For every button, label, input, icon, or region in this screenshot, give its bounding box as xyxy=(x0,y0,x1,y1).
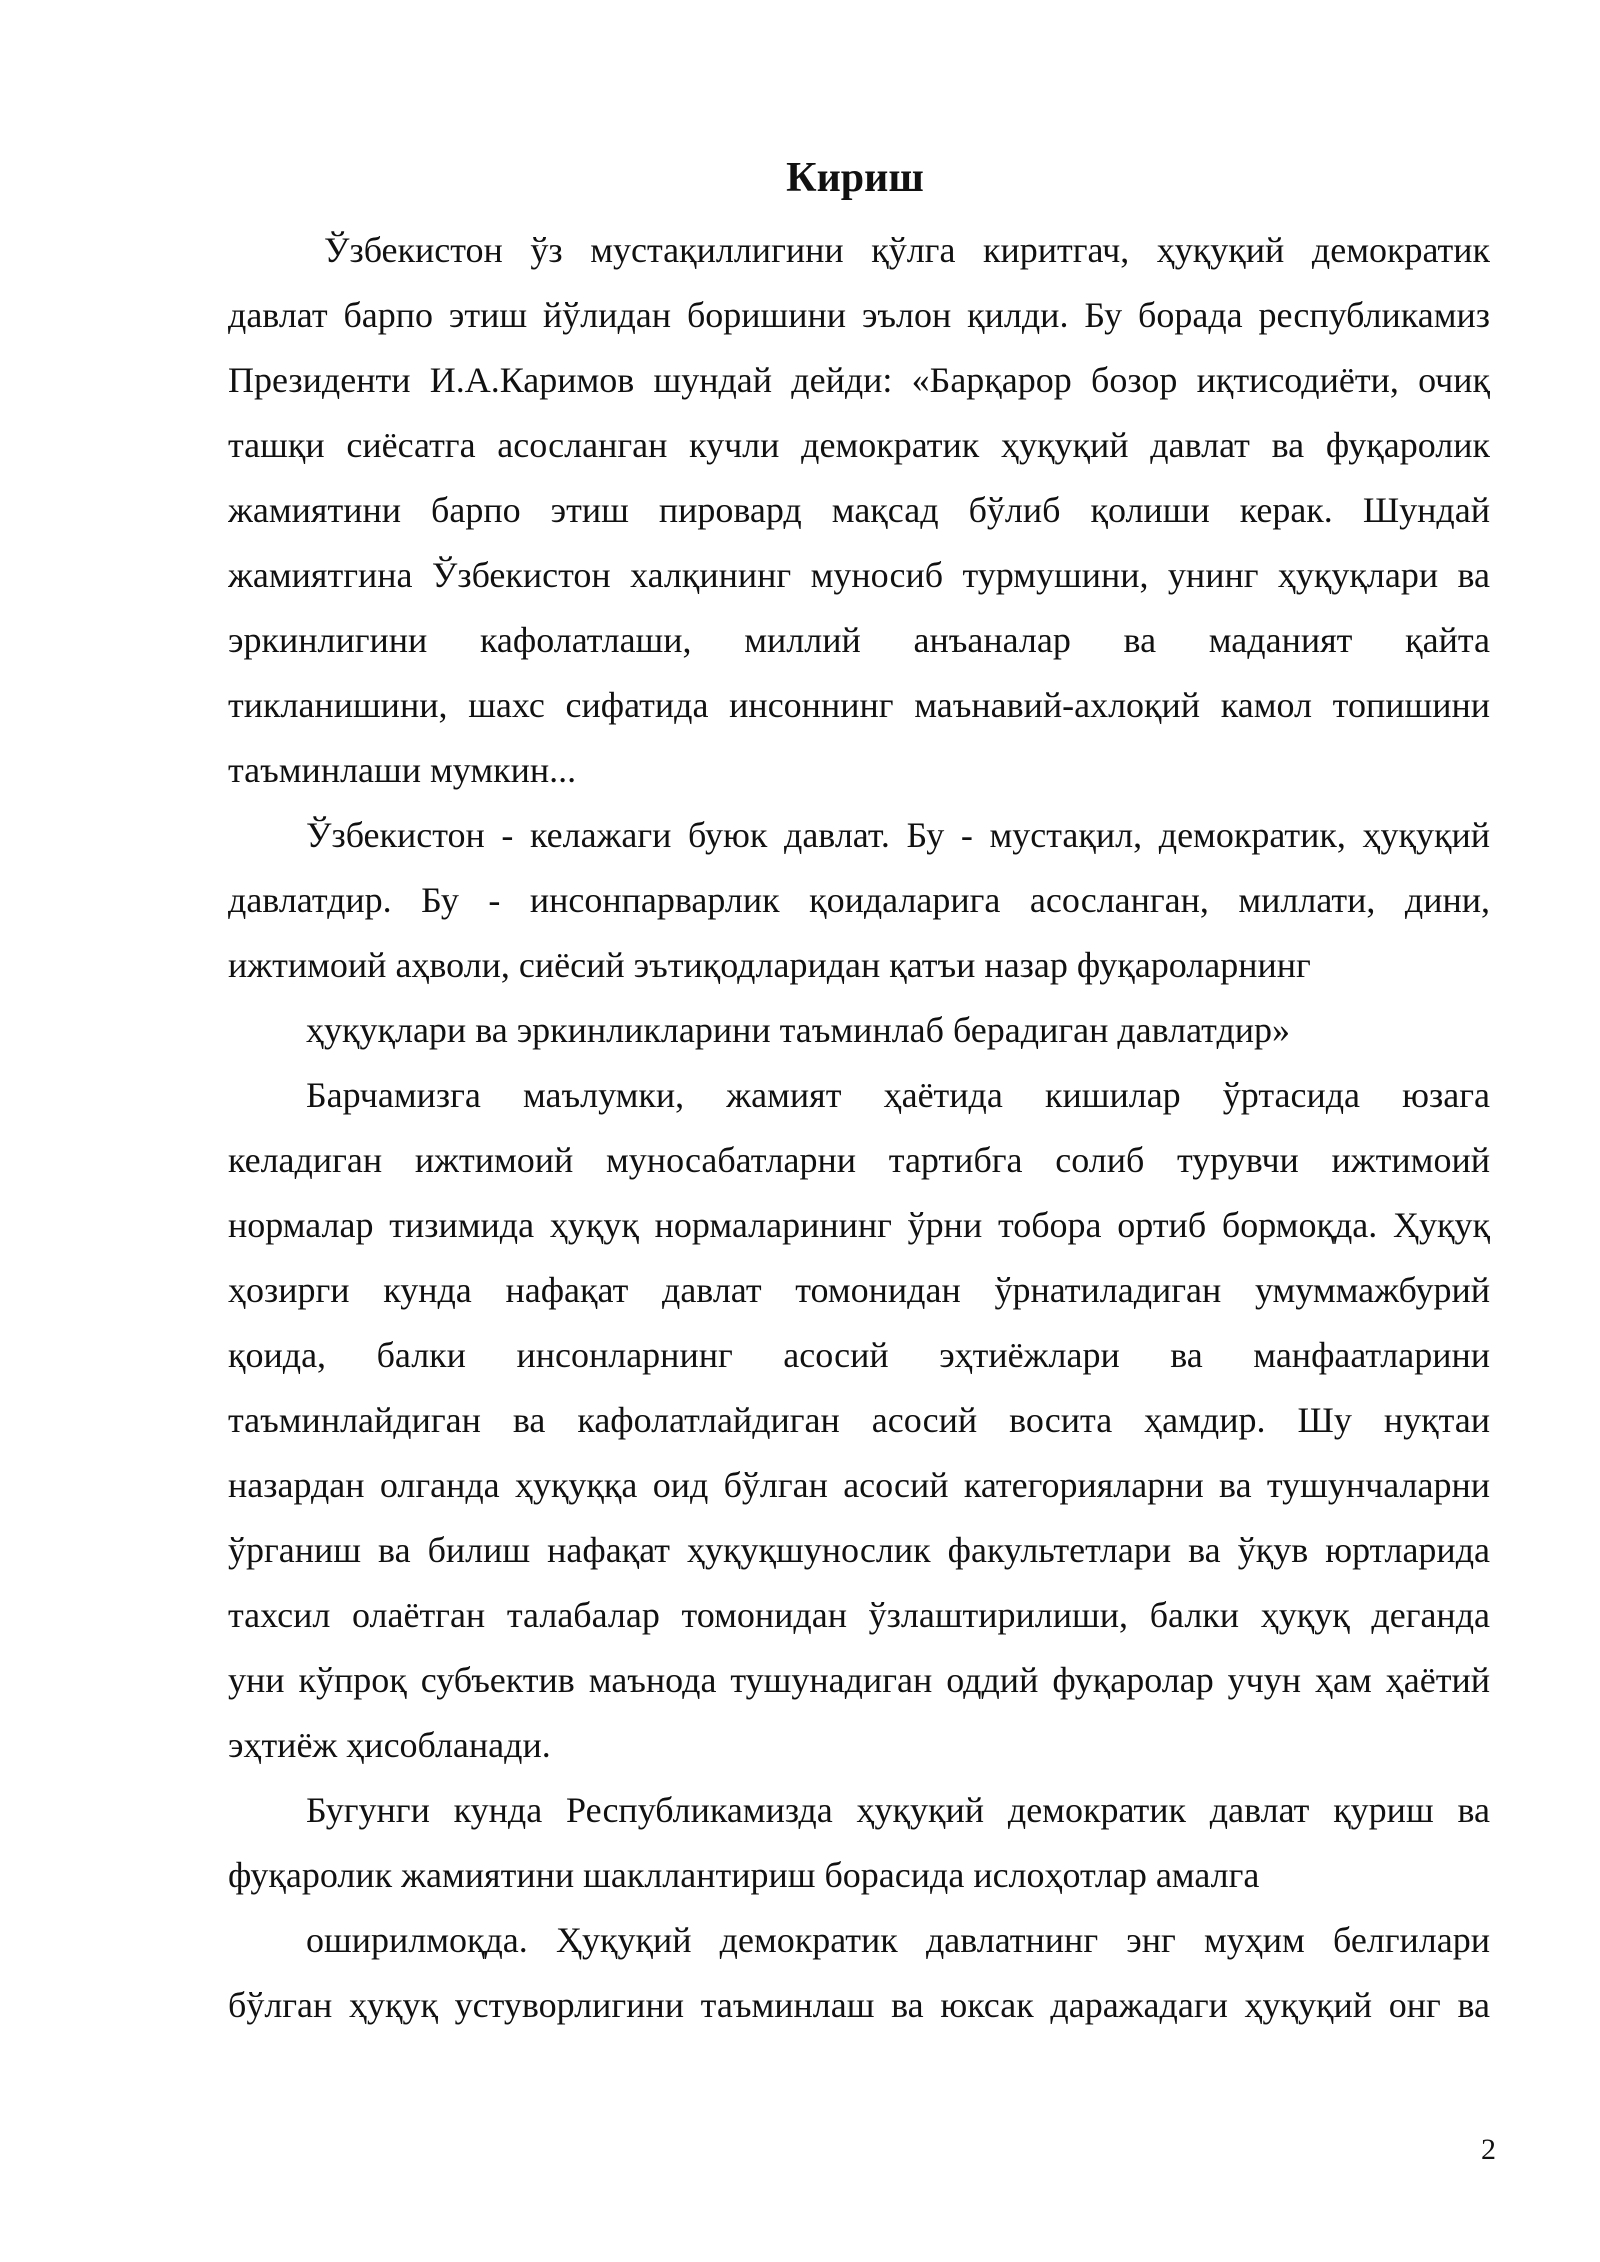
text-line: Барчамизга маълумки, жамият ҳаётида кишилар ўртасида юзага xyxy=(306,1075,1490,1115)
text-line: эҳтиёж ҳисобланади. xyxy=(228,1725,551,1765)
text-line: оширилмоқда. Ҳуқуқий демократик давлатнинг энг муҳим белгилари xyxy=(306,1920,1490,1960)
text-line: давлатдир. Бу - инсонпарварлик қоидаларига асосланган, миллати, дини, xyxy=(228,880,1490,920)
text-line: тикланишини, шахс сифатида инсоннинг маънавий-ахлоқий камол топишини xyxy=(228,685,1490,725)
text-line: жамиятини барпо этиш пировард мақсад бўлиб қолиши керак. Шундай xyxy=(228,490,1490,530)
text-line: қоида, балки инсонларнинг асосий эҳтиёжлари ва манфаатларини xyxy=(228,1335,1490,1375)
text-line: ташқи сиёсатга асосланган кучли демократик ҳуқуқий давлат ва фуқаролик xyxy=(228,425,1490,465)
text-line: Президенти И.А.Каримов шундай дейди: «Барқарор бозор иқтисодиёти, очиқ xyxy=(228,360,1490,400)
text-line: тахсил олаётган талабалар томонидан ўзлаштирилиши, балки ҳуқуқ деганда xyxy=(228,1595,1490,1635)
text-line: нормалар тизимида ҳуқуқ нормаларининг ўрни тобора ортиб бормоқда. Ҳуқуқ xyxy=(228,1205,1490,1245)
text-line: Бугунги кунда Республикамизда ҳуқуқий демократик давлат қуриш ва xyxy=(306,1790,1490,1830)
page-number: 2 xyxy=(1481,2133,1496,2166)
text-line: давлат барпо этиш йўлидан боришини эълон қилди. Бу борада республикамиз xyxy=(228,295,1490,335)
text-line: уни кўпроқ субъектив маънода тушунадиган оддий фуқаролар учун ҳам ҳаётий xyxy=(228,1660,1490,1700)
text-line: Ўзбекистон - келажаги буюк давлат. Бу - мустақил, демократик, ҳуқуқий xyxy=(306,815,1490,855)
text-line: Ўзбекистон ўз мустақиллигини қўлга киритгач, ҳуқуқий демократик xyxy=(324,230,1490,270)
text-line: фуқаролик жамиятини шакллантириш борасида ислоҳотлар амалга xyxy=(228,1855,1260,1895)
text-line: ижтимоий аҳволи, сиёсий эътиқодларидан қатъи назар фуқароларнинг xyxy=(228,945,1311,985)
text-line: таъминлайдиган ва кафолатлайдиган асосий восита ҳамдир. Шу нуқтаи xyxy=(228,1400,1490,1440)
text-line: ҳозирги кунда нафақат давлат томонидан ўрнатиладиган умуммажбурий xyxy=(228,1270,1490,1310)
text-line: ҳуқуқлари ва эркинликларини таъминлаб берадиган давлатдир» xyxy=(306,1010,1291,1050)
text-line: ўрганиш ва билиш нафақат ҳуқуқшунослик факультетлари ва ўқув юртларида xyxy=(228,1530,1490,1570)
text-line: таъминлаши мумкин... xyxy=(228,750,577,790)
text-line: келадиган ижтимоий муносабатларни тартибга солиб турувчи ижтимоий xyxy=(228,1140,1490,1180)
text-line: бўлган ҳуқуқ устуворлигини таъминлаш ва юксак даражадаги ҳуқуқий онг ва xyxy=(228,1985,1490,2025)
document-body xyxy=(228,218,1490,2038)
text-line: жамиятгина Ўзбекистон халқининг муносиб турмушини, унинг ҳуқуқлари ва xyxy=(228,555,1490,595)
page-title: Кириш xyxy=(786,155,924,201)
text-line: эркинлигини кафолатлаши, миллий анъаналар ва маданият қайта xyxy=(228,620,1490,660)
text-line: назардан олганда ҳуқуққа оид бўлган асосий категорияларни ва тушунчаларни xyxy=(228,1465,1490,1505)
